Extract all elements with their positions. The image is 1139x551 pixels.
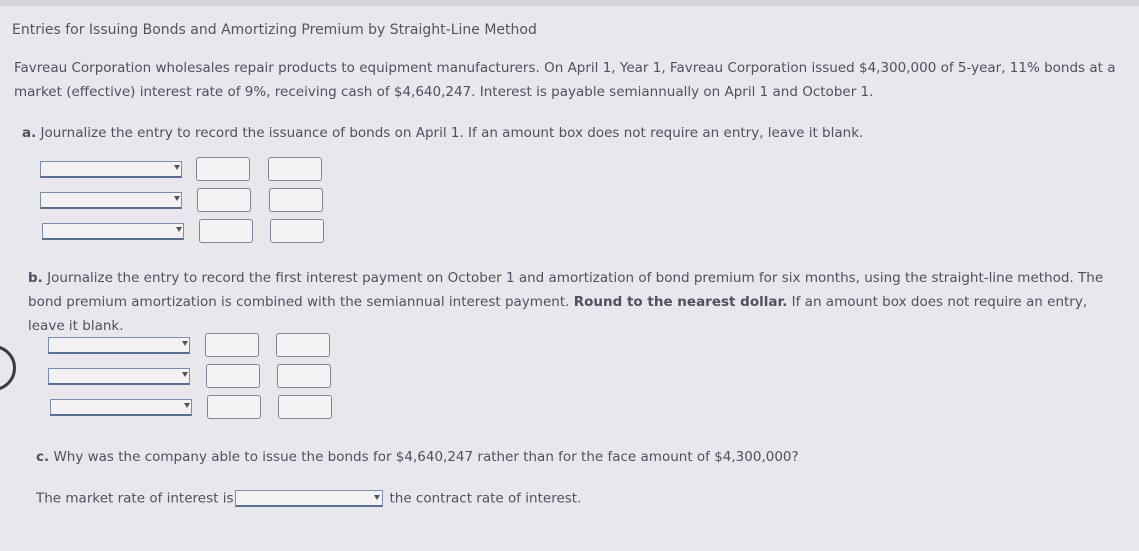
account-select[interactable] [40,192,182,209]
part-c-answer [36,490,581,507]
dropdown-arrow-icon [174,165,180,170]
rate-comparison-select[interactable] [235,490,383,507]
part-c-letter: c. [36,449,50,465]
credit-amount-input[interactable] [276,333,330,357]
dropdown-arrow-icon [184,403,190,408]
credit-amount-input[interactable] [277,364,331,388]
part-a-text: Journalize the entry to record the issuance of bonds on April 1. If an amount box does not require an entry, leave it blank. [40,125,864,141]
dropdown-arrow-icon [374,495,380,500]
part-c-text: Why was the company able to issue the bonds for $4,640,247 rather than for the face amount of $4,300,000? [53,449,799,465]
debit-amount-input[interactable] [199,219,253,243]
answer-suffix: the contract rate of interest. [389,490,582,507]
credit-amount-input[interactable] [269,188,323,212]
account-select[interactable] [48,337,190,354]
account-select[interactable] [48,368,190,385]
dropdown-arrow-icon [174,196,180,201]
dropdown-arrow-icon [182,341,188,346]
account-select[interactable] [40,161,182,178]
part-a-letter: a. [22,125,37,141]
part-b-text: Journalize the entry to record the first interest payment on October 1 and amortization of bond premium for six months, using the straight-line method. The bond premium amortization is combined with the semiannual interest payment. [28,270,1104,310]
part-b-text-after: If an amount box does not require an entry, leave it blank. [28,294,1088,334]
credit-amount-input[interactable] [278,395,332,419]
credit-amount-input[interactable] [268,157,322,181]
dropdown-arrow-icon [182,372,188,377]
debit-amount-input[interactable] [197,188,251,212]
part-b-letter: b. [28,270,43,286]
credit-amount-input[interactable] [270,219,324,243]
part-a-question [22,121,1122,145]
debit-amount-input[interactable] [207,395,261,419]
part-c-question [36,445,1036,469]
account-select[interactable] [42,223,184,240]
part-b-rounding-note: Round to the nearest dollar. [573,294,788,310]
part-b-question [28,266,1128,338]
debit-amount-input[interactable] [196,157,250,181]
dropdown-arrow-icon [176,227,182,232]
answer-prefix: The market rate of interest is [36,490,234,507]
problem-intro: Favreau Corporation wholesales repair products to equipment manufacturers. On April 1, Year 1, Favreau Corporation issued $4,300,000 of 5-year, 11% bonds at a market (effective) interest rate of 9%, receiving cash of $4,640,247. Interest is payable semiannually on April 1 and October 1. [14,60,1116,100]
page-title: Entries for Issuing Bonds and Amortizing Premium by Straight-Line Method [12,22,537,38]
account-select[interactable] [50,399,192,416]
debit-amount-input[interactable] [206,364,260,388]
debit-amount-input[interactable] [205,333,259,357]
top-strip [0,0,1139,6]
partial-circle-mark [0,345,16,391]
